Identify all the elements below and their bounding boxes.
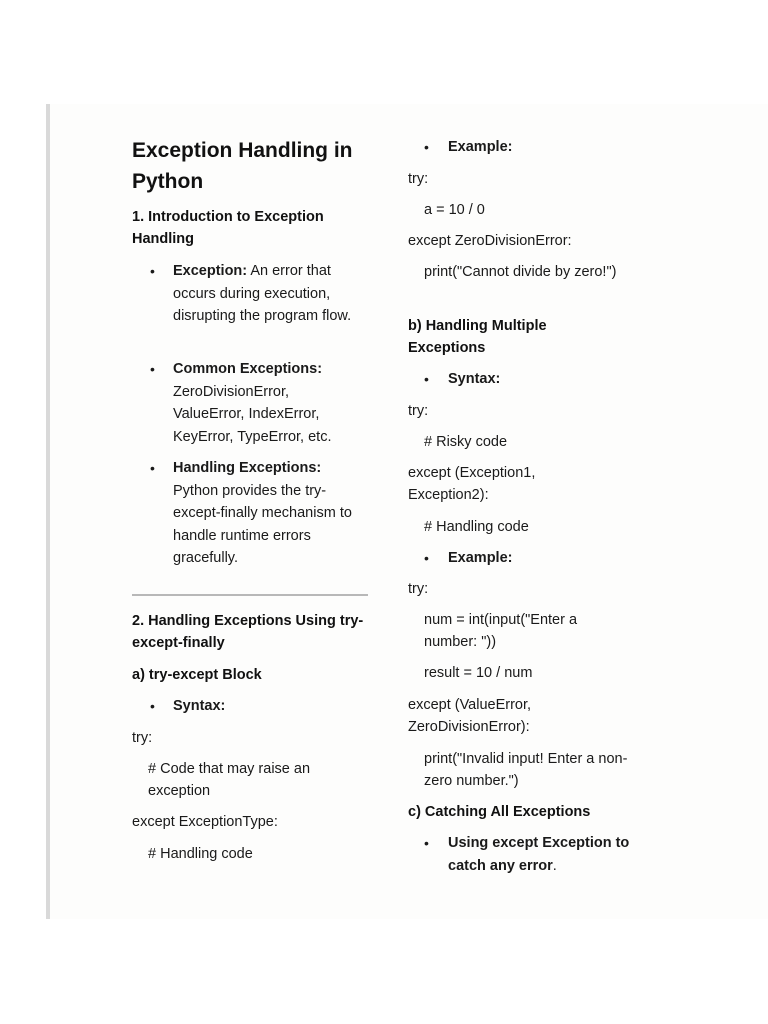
code-line: a = 10 / 0 [424,202,485,218]
code-line: except (ValueError, ZeroDivisionError): [408,697,532,735]
bullet-text: . [552,857,557,874]
code-line: # Handling code [424,519,529,535]
code-line: # Code that may raise an exception [148,761,311,799]
bullet-icon: • [150,263,155,279]
horizontal-divider [132,594,368,596]
code-line: result = 10 / num [424,665,533,681]
bullet-label: Example: [448,550,513,566]
bullet-label: Common Exceptions: [173,361,323,377]
code-line: # Risky code [424,434,508,450]
list-item-handling-exceptions [132,457,364,569]
bullet-text: An error that occurs during execution, disrupting the program flow. [173,263,352,324]
bullet-label: Using except Exception to catch any error [448,835,630,874]
subsection-c-heading: c) Catching All Exceptions [408,804,591,820]
subsection-b-heading: b) Handling Multiple Exceptions [408,318,547,356]
code-line: print("Cannot divide by zero!") [424,264,617,280]
page-content [46,104,768,919]
section-2-heading: 2. Handling Exceptions Using try-except-finally [132,613,364,651]
bullet-icon: • [150,698,155,714]
code-line: try: [408,171,429,187]
bullet-label: Exception: [173,263,248,279]
list-item-common-exceptions [132,358,364,450]
bullet-icon: • [150,460,155,476]
list-item-syntax [132,695,364,718]
bullet-text: Python provides the try-except-finally mechanism to handle runtime errors gracefully. [173,482,352,566]
code-line: try: [408,403,429,419]
bullet-icon: • [424,835,429,851]
list-item-syntax [408,368,668,391]
list-item-example [408,136,668,159]
code-line: except ZeroDivisionError: [408,233,572,249]
bullet-icon: • [150,361,155,377]
code-line: print("Invalid input! Enter a non-zero number.") [424,751,628,789]
bullet-label: Syntax: [448,371,501,387]
list-item-using-except [408,832,668,878]
code-line: num = int(input("Enter a number: ")) [424,612,578,650]
code-line: except ExceptionType: [132,814,278,830]
list-item-example [408,547,668,570]
bullet-label: Example: [448,139,513,155]
code-line: # Handling code [148,846,253,862]
code-line: except (Exception1, Exception2): [408,465,536,503]
bullet-icon: • [424,371,429,387]
bullet-text: ZeroDivisionError, ValueError, IndexError, KeyError, TypeError, etc. [173,383,332,445]
bullet-icon: • [424,550,429,566]
list-item-exception [132,260,364,352]
code-line: try: [408,581,429,597]
bullet-label: Syntax: [173,698,226,714]
subsection-a-heading: a) try-except Block [132,667,262,683]
bullet-label: Handling Exceptions: [173,460,322,476]
bullet-icon: • [424,139,429,155]
code-line: try: [132,730,153,746]
section-1-heading: 1. Introduction to Exception Handling [132,209,324,247]
document-title: Exception Handling in Python [132,139,353,193]
